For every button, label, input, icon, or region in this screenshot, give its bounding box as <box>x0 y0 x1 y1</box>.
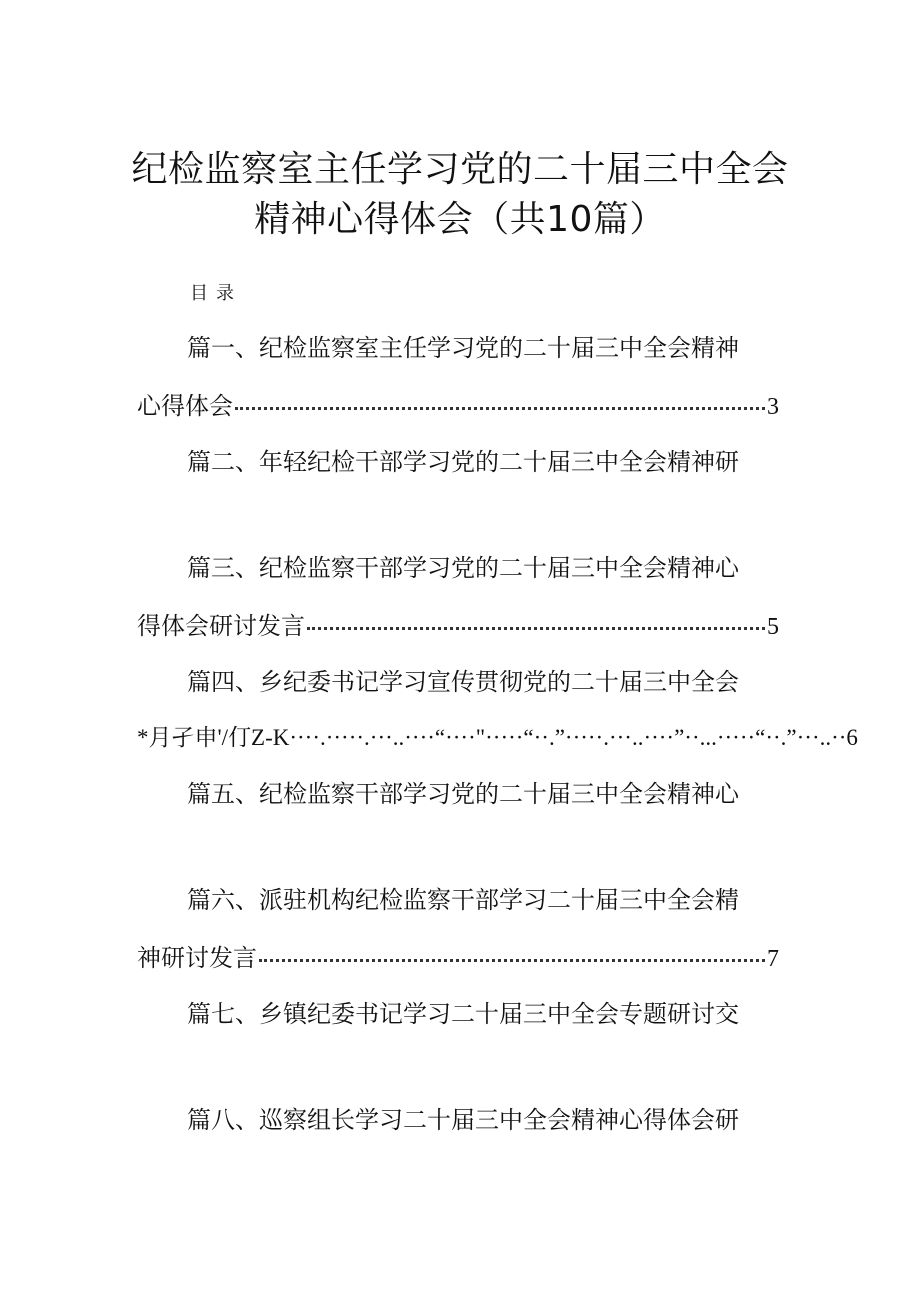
toc-entry-6-title-cont: 神研讨发言 <box>137 944 257 972</box>
toc-entry-3-title[interactable]: 篇三、纪检监察干部学习党的二十届三中全会精神心 <box>187 554 739 582</box>
toc-entry-3-continuation[interactable] <box>137 610 779 643</box>
dot-leader <box>307 617 765 630</box>
document-title-line-1: 纪检监察室主任学习党的二十届三中全会 <box>131 149 789 190</box>
toc-entry-1-page: 3 <box>767 394 779 420</box>
toc-entry-3-page: 5 <box>767 614 779 640</box>
toc-entry-7-title[interactable]: 篇七、乡镇纪委书记学习二十届三中全会专题研讨交 <box>187 1000 739 1028</box>
toc-entry-6-continuation[interactable] <box>137 942 779 975</box>
toc-entry-4-title[interactable]: 篇四、乡纪委书记学习宣传贯彻党的二十届三中全会 <box>187 668 739 696</box>
toc-entry-1-title-cont: 心得体会 <box>137 392 233 420</box>
toc-entry-3-title-cont: 得体会研讨发言 <box>137 612 305 640</box>
toc-entry-4-garbled-line[interactable]: *月孑申'/仃Z-K····.·····.···..····“····"·····“··.”·····.···..····”··...·····“··.”···..··6 <box>137 725 858 750</box>
dot-leader <box>259 949 765 962</box>
toc-entry-8-title[interactable]: 篇八、巡察组长学习二十届三中全会精神心得体会研 <box>187 1106 739 1134</box>
document-title-line-2: 精神心得体会（共10篇） <box>254 199 666 240</box>
toc-heading: 目录 <box>190 283 242 304</box>
toc-entry-1-continuation[interactable] <box>137 390 779 423</box>
toc-entry-6-page: 7 <box>767 946 779 972</box>
toc-entry-1-title[interactable]: 篇一、纪检监察室主任学习党的二十届三中全会精神 <box>187 334 739 362</box>
toc-entry-5-title[interactable]: 篇五、纪检监察干部学习党的二十届三中全会精神心 <box>187 780 739 808</box>
toc-entry-2-title[interactable]: 篇二、年轻纪检干部学习党的二十届三中全会精神研 <box>187 448 739 476</box>
dot-leader <box>235 397 765 410</box>
toc-entry-6-title[interactable]: 篇六、派驻机构纪检监察干部学习二十届三中全会精 <box>187 886 739 914</box>
